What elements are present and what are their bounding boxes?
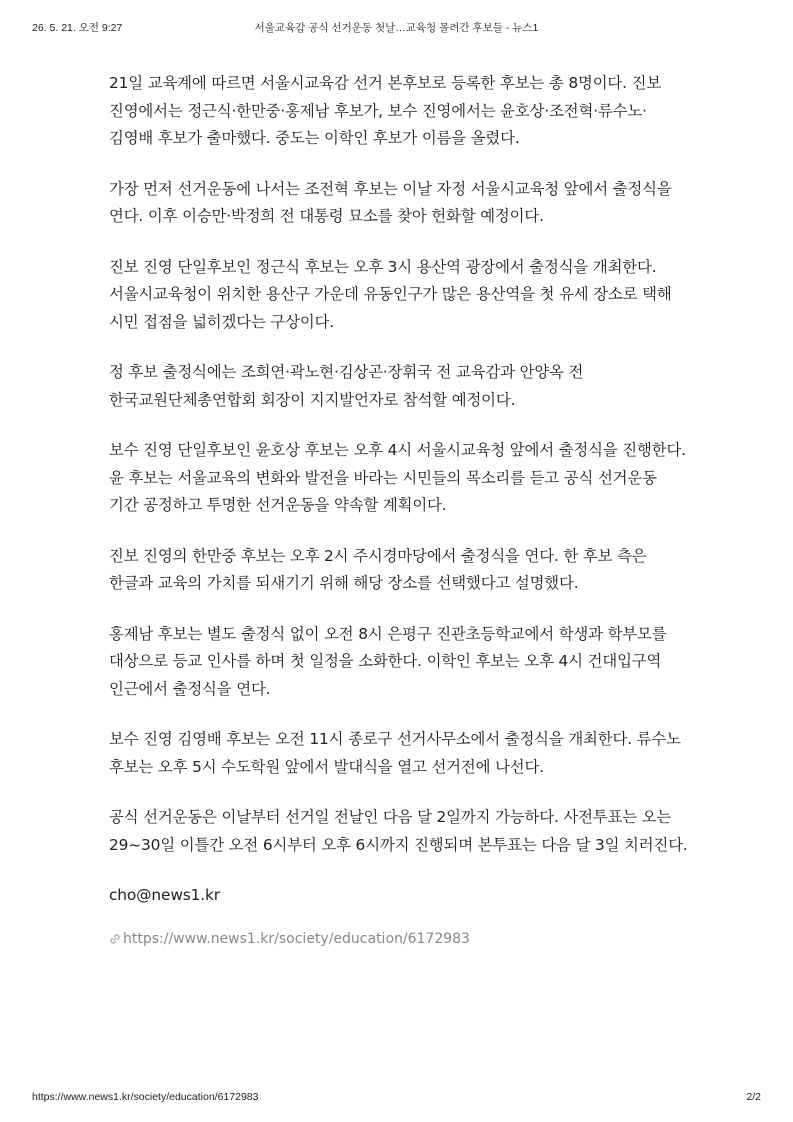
print-page-title: 서울교육감 공식 선거운동 첫날…교육청 몰려간 후보들 - 뉴스1	[254, 22, 539, 34]
source-url[interactable]: https://www.news1.kr/society/education/6172983	[123, 930, 470, 947]
reporter-email[interactable]: cho@news1.kr	[109, 886, 220, 904]
article-body	[109, 70, 690, 950]
article-paragraph: 진보 진영의 한만중 후보는 오후 2시 주시경마당에서 출정식을 연다. 한 후보 측은 한글과 교육의 가치를 되새기기 위해 해당 장소를 선택했다고 설명했다.	[109, 546, 647, 592]
article-paragraph: 보수 진영 단일후보인 윤호상 후보는 오후 4시 서울시교육청 앞에서 출정식을 진행한다. 윤 후보는 서울교육의 변화와 발전을 바라는 시민들의 목소리를 듣고 공식 선거운동 기간 공정하고 투명한 선거운동을 약속할 계획이다.	[109, 441, 686, 514]
article-paragraph: 홍제남 후보는 별도 출정식 없이 오전 8시 은평구 진관초등학교에서 학생과 학부모를 대상으로 등교 인사를 하며 첫 일정을 소화한다. 이학인 후보는 오후 4시 건대입구역 인근에서 출정식을 연다.	[109, 624, 667, 698]
source-link[interactable]	[109, 928, 690, 950]
article-paragraph: 진보 진영 단일후보인 정근식 후보는 오후 3시 용산역 광장에서 출정식을 개최한다. 서울시교육청이 위치한 용산구 가운데 유동인구가 많은 용산역을 첫 유세 장소로 택해 시민 접점을 넓히겠다는 구상이다.	[109, 257, 672, 331]
article-paragraph: 보수 진영 김영배 후보는 오전 11시 종로구 선거사무소에서 출정식을 개최한다. 류수노 후보는 오후 5시 수도학원 앞에서 발대식을 열고 선거전에 나선다.	[109, 730, 681, 776]
article-paragraph: 가장 먼저 선거운동에 나서는 조전혁 후보는 이날 자정 서울시교육청 앞에서 출정식을 연다. 이후 이승만·박정희 전 대통령 묘소를 찾아 헌화할 예정이다.	[109, 179, 672, 225]
print-date: 26. 5. 21. 오전 9:27	[32, 22, 123, 34]
page-number: 2/2	[746, 1091, 761, 1103]
article-paragraph: 정 후보 출정식에는 조희연·곽노현·김상곤·장휘국 전 교육감과 안양옥 전 한국교원단체총연합회 회장이 지지발언자로 참석할 예정이다.	[109, 363, 584, 409]
print-header	[32, 20, 761, 36]
article-paragraph: 21일 교육계에 따르면 서울시교육감 선거 본후보로 등록한 후보는 총 8명이다. 진보 진영에서는 정근식·한만중·홍제남 후보가, 보수 진영에서는 윤호상·조전혁·류수노·김영배 후보가 출마했다. 중도는 이학인 후보가 이름을 올렸다.	[109, 74, 662, 147]
print-footer-url: https://www.news1.kr/society/education/6172983	[32, 1091, 259, 1103]
article-paragraph: 공식 선거운동은 이날부터 선거일 전날인 다음 달 2일까지 가능하다. 사전투표는 오는 29~30일 이틀간 오전 6시부터 오후 6시까지 진행되며 본투표는 다음 달 3일 치러진다.	[109, 808, 688, 854]
link-icon	[109, 933, 121, 945]
print-footer	[32, 1091, 761, 1107]
